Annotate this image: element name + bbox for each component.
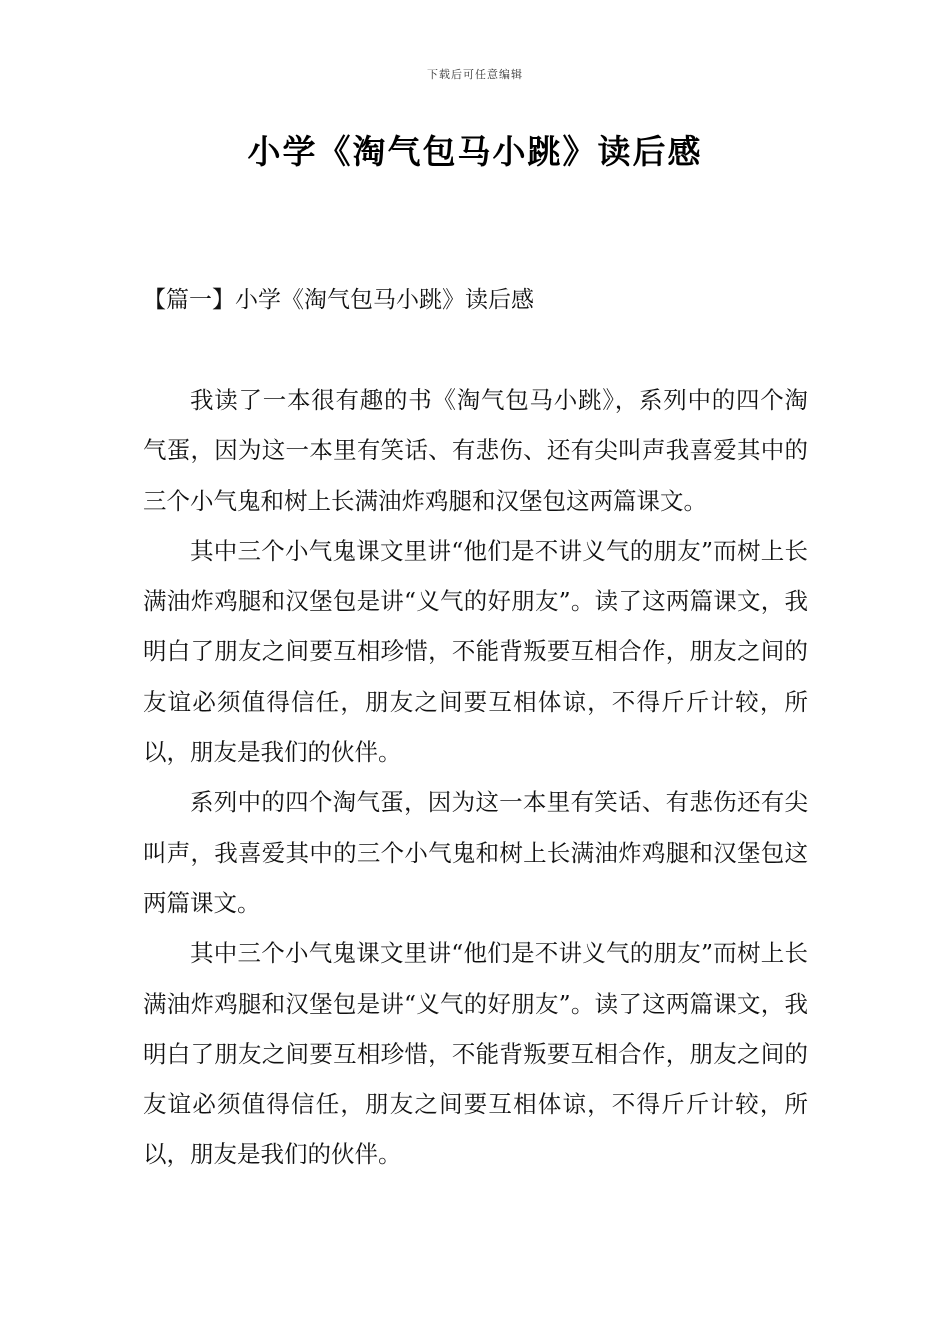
paragraph-1: 我读了一本很有趣的书《淘气包马小跳》，系列中的四个淘气蛋，因为这一本里有笑话、有悲伤、还有尖叫声我喜爱其中的三个小气鬼和树上长满油炸鸡腿和汉堡包这两篇课文。 (143, 386, 808, 515)
document-body (143, 375, 808, 1180)
paragraph-4: 其中三个小气鬼课文里讲“他们是不讲义气的朋友”而树上长满油炸鸡腿和汉堡包是讲“义气的好朋友”。读了这两篇课文，我明白了朋友之间要互相珍惜，不能背叛要互相合作，朋友之间的友谊必须值得信任，朋友之间要互相体谅，不得斤斤计较，所以，朋友是我们的伙伴。 (143, 939, 808, 1169)
paragraph-3: 系列中的四个淘气蛋，因为这一本里有笑话、有悲伤还有尖叫声，我喜爱其中的三个小气鬼和树上长满油炸鸡腿和汉堡包这两篇课文。 (143, 788, 808, 917)
paragraph-2: 其中三个小气鬼课文里讲“他们是不讲义气的朋友”而树上长满油炸鸡腿和汉堡包是讲“义气的好朋友”。读了这两篇课文，我明白了朋友之间要互相珍惜，不能背叛要互相合作，朋友之间的友谊必须值得信任，朋友之间要互相体谅，不得斤斤计较，所以，朋友是我们的伙伴。 (143, 536, 808, 767)
section-heading: 【篇一】小学《淘气包马小跳》读后感 (143, 287, 534, 313)
header-note: 下载后可任意编辑 (427, 68, 523, 81)
document-title: 小学《淘气包马小跳》读后感 (247, 132, 703, 171)
